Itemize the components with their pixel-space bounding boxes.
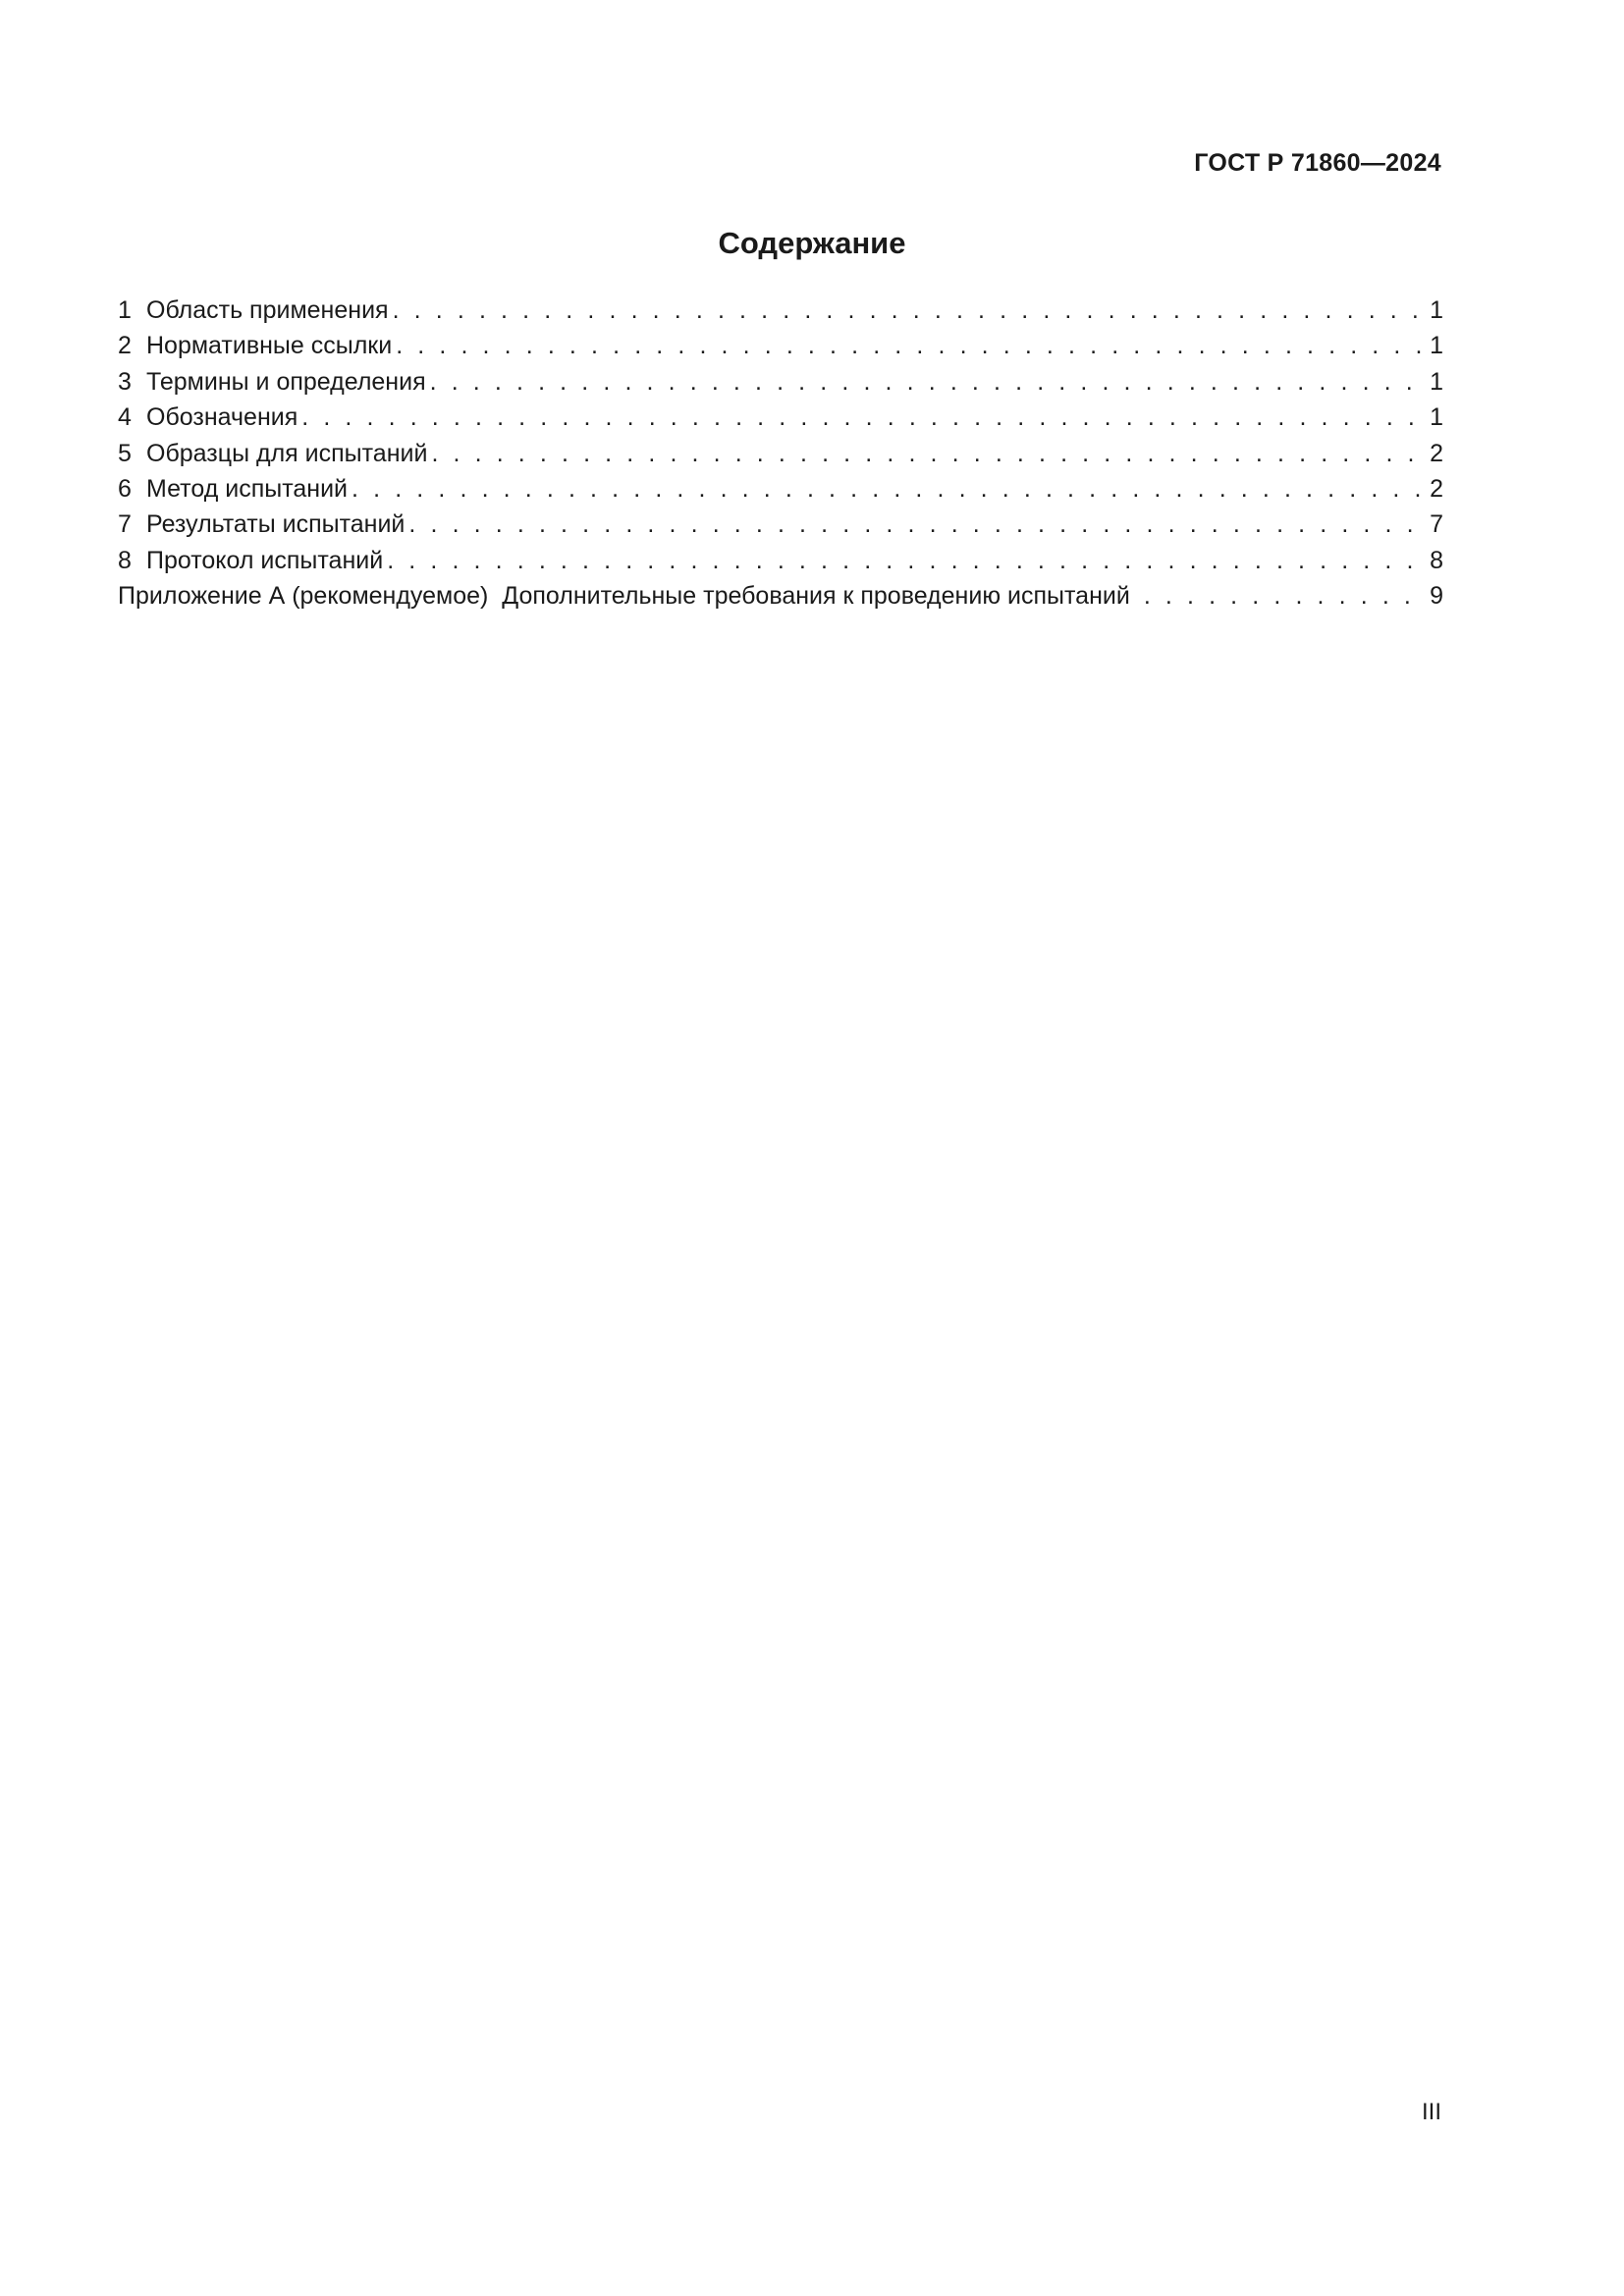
toc-dot-leader <box>1144 578 1427 614</box>
toc-dot-leader <box>387 543 1427 578</box>
toc-entry-number: 5 <box>118 439 132 467</box>
toc-dot-leader <box>431 436 1427 471</box>
toc-entry-title: Протокол испытаний <box>146 546 384 574</box>
toc-entry-page: 9 <box>1430 582 1443 611</box>
toc-entry-title: Область применения <box>146 296 389 324</box>
toc-entry-title: Нормативные ссылки <box>146 332 393 360</box>
toc-entry-7[interactable] <box>118 507 1443 542</box>
toc-dot-leader <box>352 471 1427 507</box>
toc-entry-page: 8 <box>1430 546 1443 574</box>
toc-entry-2[interactable] <box>118 328 1443 363</box>
toc-entry-5[interactable] <box>118 436 1443 471</box>
toc-entry-appendix-a[interactable] <box>118 578 1443 614</box>
toc-entry-title: Термины и определения <box>146 367 426 396</box>
toc-dot-leader <box>393 293 1428 328</box>
toc-entry-page: 7 <box>1430 510 1443 539</box>
toc-entry-number: 4 <box>118 403 132 432</box>
toc-dot-leader <box>430 364 1427 400</box>
toc-entry-8[interactable] <box>118 543 1443 578</box>
toc-entry-title: Результаты испытаний <box>146 510 406 539</box>
toc-dot-leader <box>408 507 1427 542</box>
toc-entry-4[interactable] <box>118 400 1443 435</box>
toc-entry-1[interactable] <box>118 293 1443 328</box>
table-of-contents <box>118 293 1443 614</box>
toc-entry-title: Приложение А (рекомендуемое) Дополнительные требования к проведению испытаний <box>118 582 1130 611</box>
toc-entry-page: 1 <box>1430 296 1443 324</box>
toc-entry-page: 1 <box>1430 367 1443 396</box>
toc-entry-number: 2 <box>118 332 132 360</box>
page-number: III <box>1421 2099 1441 2125</box>
toc-entry-title: Обозначения <box>146 403 298 432</box>
toc-entry-page: 1 <box>1430 403 1443 432</box>
toc-entry-title: Метод испытаний <box>146 474 349 503</box>
toc-entry-6[interactable] <box>118 471 1443 507</box>
toc-entry-number: 3 <box>118 367 132 396</box>
toc-entry-number: 7 <box>118 510 132 539</box>
toc-dot-leader <box>301 400 1427 435</box>
toc-entry-title: Образцы для испытаний <box>146 439 428 467</box>
toc-dot-leader <box>396 328 1427 363</box>
toc-entry-page: 1 <box>1430 332 1443 360</box>
toc-entry-3[interactable] <box>118 364 1443 400</box>
toc-entry-number: 1 <box>118 296 132 324</box>
toc-entry-page: 2 <box>1430 474 1443 503</box>
toc-entry-page: 2 <box>1430 439 1443 467</box>
toc-title: Содержание <box>718 226 906 260</box>
toc-entry-number: 6 <box>118 474 132 503</box>
document-code: ГОСТ Р 71860—2024 <box>1194 149 1441 177</box>
toc-entry-number: 8 <box>118 546 132 574</box>
